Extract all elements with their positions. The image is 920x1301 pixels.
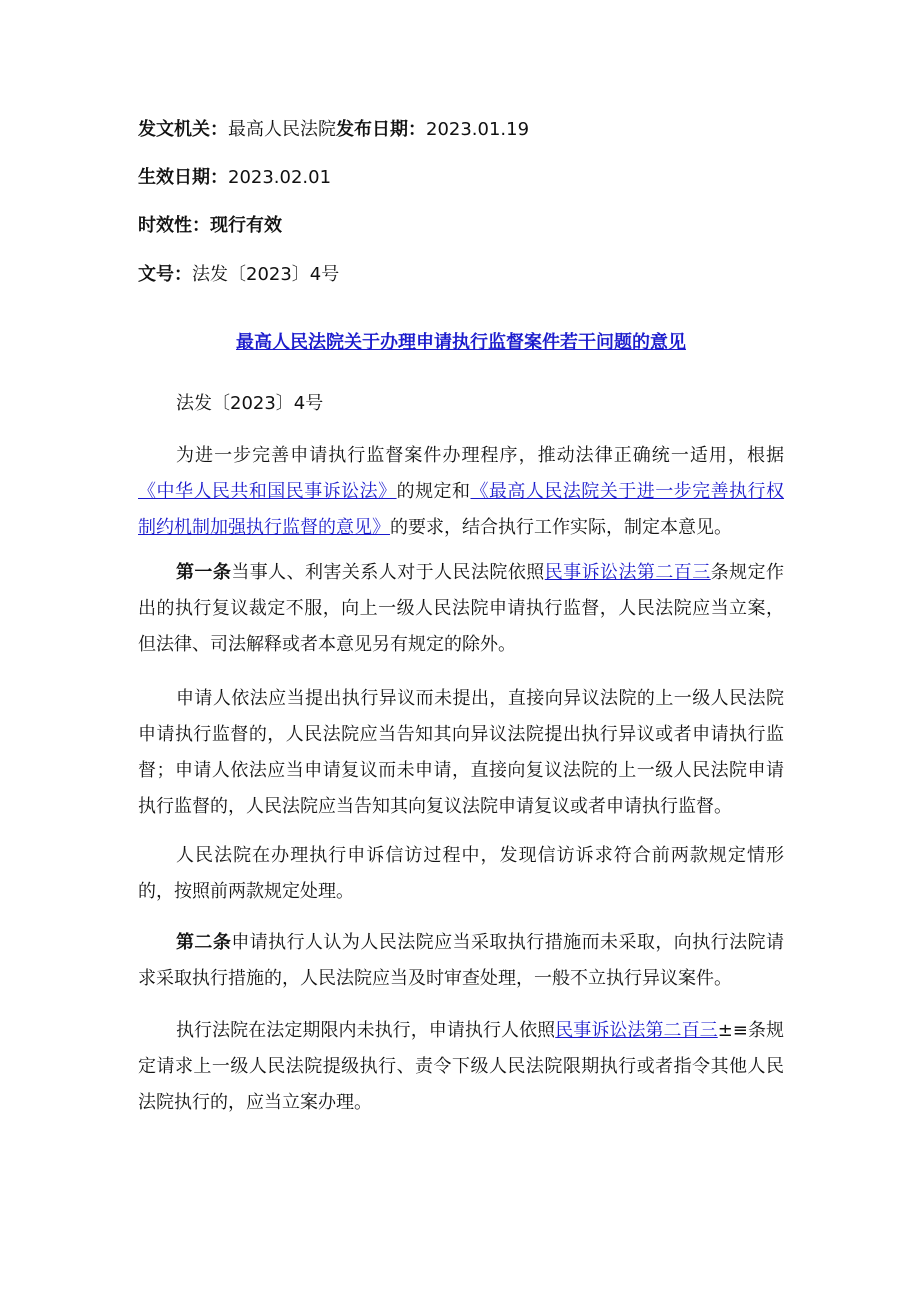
intro-paragraph bbox=[138, 438, 784, 546]
article-2-label: 第二条 bbox=[176, 932, 232, 953]
document-title[interactable] bbox=[138, 330, 784, 356]
docno-value: 法发〔2023〕4号 bbox=[192, 264, 340, 285]
article-2-text: 申请执行人认为人民法院应当采取执行措施而未采取，向执行法院请求采取执行措施的，人民法院应当及时审查处理，一般不立执行异议案件。 bbox=[138, 932, 784, 989]
date-label: 发布日期： bbox=[336, 119, 426, 140]
article-1-paragraph-2: 申请人依法应当提出执行异议而未提出，直接向异议法院的上一级人民法院申请执行监督的，人民法院应当告知其向异议法院提出执行异议或者申请执行监督；申请人依法应当申请复议而未申请，直接向复议法院的上一级人民法院申请执行监督的，人民法院应当告知其向复议法院申请复议或者申请执行监督。 bbox=[138, 688, 784, 817]
article-2-p2-text-2: ±≡条规定请求上一级人民法院提级执行、责令下级人民法院限期执行或者指令其他人民法院执行的，应当立案办理。 bbox=[138, 1020, 784, 1113]
effective-label: 生效日期： bbox=[138, 167, 228, 188]
effective-value: 2023.02.01 bbox=[228, 167, 332, 188]
validity-value: 现行有效 bbox=[210, 215, 282, 236]
issuer-value: 最高人民法院 bbox=[228, 119, 336, 140]
article-1-text-2: 条规定作出的执行复议裁定不服，向上一级人民法院申请执行监督，人民法院应当立案，但法律、司法解释或者本意见另有规定的除外。 bbox=[138, 562, 784, 655]
docno-label: 文号： bbox=[138, 264, 192, 285]
supervision-opinion-link[interactable]: 《最高人民法院关于进一步完善执行权制约机制加强执行监督的意见》 bbox=[138, 481, 785, 538]
meta-effective bbox=[138, 165, 331, 191]
article-2-law-link[interactable]: 民事诉讼法第二百三 bbox=[555, 1020, 718, 1041]
article-2-p2-text-1: 执行法院在法定期限内未执行，申请执行人依照 bbox=[176, 1020, 556, 1041]
meta-docno bbox=[138, 262, 339, 288]
article-2-paragraph bbox=[138, 925, 784, 997]
validity-label: 时效性： bbox=[138, 215, 210, 236]
article-2-paragraph-2 bbox=[138, 1013, 784, 1121]
civil-procedure-law-link[interactable]: 《中华人民共和国民事诉讼法》 bbox=[138, 481, 397, 502]
article-1-label: 第一条 bbox=[176, 562, 232, 583]
article-1-paragraph-3: 人民法院在办理执行申诉信访过程中，发现信访诉求符合前两款规定情形的，按照前两款规定处理。 bbox=[138, 845, 784, 902]
docno-line: 法发〔2023〕4号 bbox=[176, 393, 324, 414]
intro-text-3: 的要求，结合执行工作实际，制定本意见。 bbox=[390, 517, 732, 538]
meta-validity bbox=[138, 213, 282, 239]
meta-issuer-date bbox=[138, 117, 529, 143]
title-link[interactable]: 最高人民法院关于办理申请执行监督案件若干问题的意见 bbox=[236, 332, 686, 353]
issuer-label: 发文机关： bbox=[138, 119, 228, 140]
article-1-paragraph bbox=[138, 555, 784, 663]
article-1-law-link[interactable]: 民事诉讼法第二百三 bbox=[544, 562, 711, 583]
article-1-text-1: 当事人、利害关系人对于人民法院依照 bbox=[231, 562, 545, 583]
date-value: 2023.01.19 bbox=[426, 119, 530, 140]
intro-text-2: 的规定和 bbox=[396, 481, 471, 502]
intro-text-1: 为进一步完善申请执行监督案件办理程序，推动法律正确统一适用，根据 bbox=[176, 445, 784, 466]
